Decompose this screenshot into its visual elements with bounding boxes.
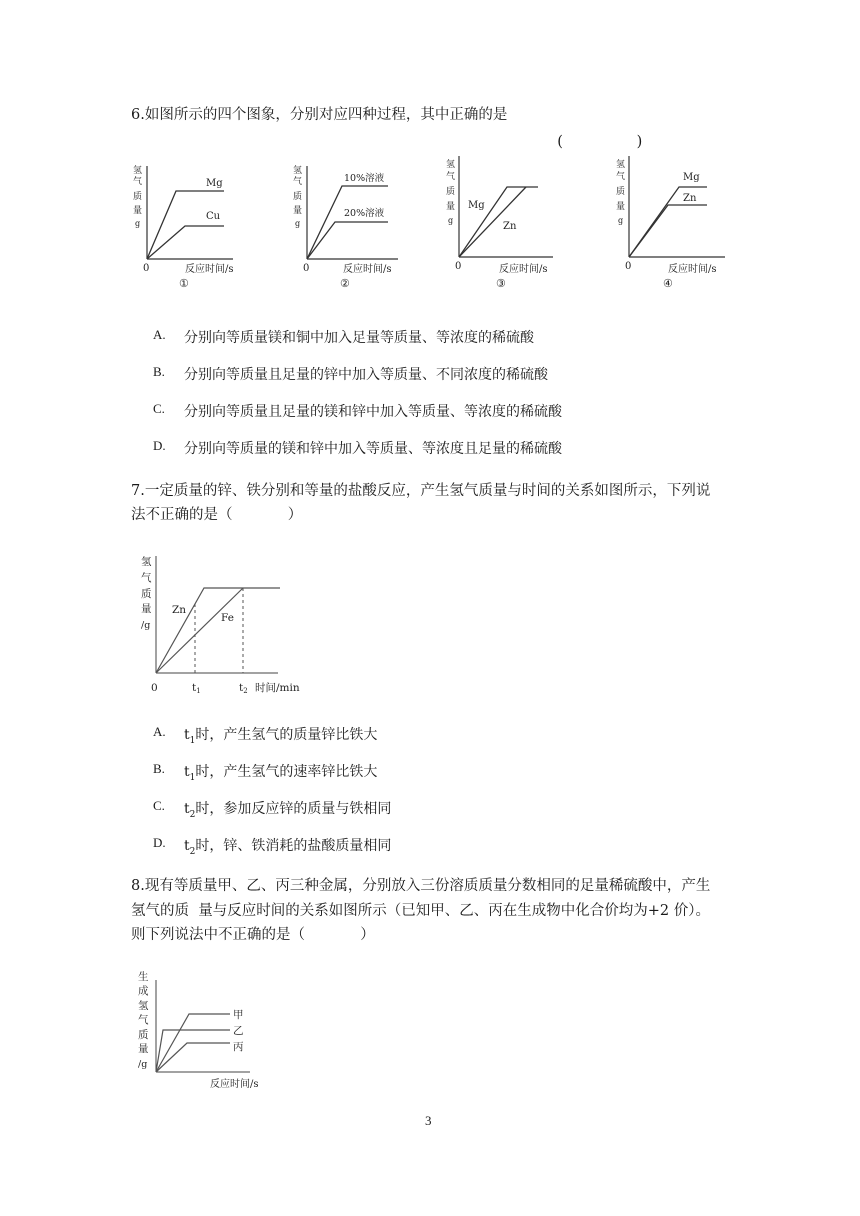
- q7-option-a[interactable]: [153, 724, 573, 746]
- q7-option-d-letter: D.: [153, 835, 166, 850]
- q7-zn-line: [156, 588, 280, 673]
- q7-ylabel-4: /g: [141, 620, 151, 631]
- q6-g2-ylabel-4: g: [295, 219, 301, 228]
- q8-jia-label: 甲: [233, 1009, 244, 1021]
- q8-yi-line: [156, 1030, 230, 1072]
- q6-g4-origin: 0: [625, 261, 632, 272]
- q6-option-a-letter: A.: [153, 327, 166, 342]
- q6-option-b[interactable]: [153, 364, 673, 386]
- q7-option-a-letter: A.: [153, 724, 166, 739]
- q8-ylabel-4: 质: [138, 1029, 149, 1041]
- q6-option-b-letter: B.: [153, 364, 165, 379]
- q6-g4-ylabel-4: g: [618, 216, 624, 225]
- q8-ylabel-0: 生: [138, 971, 149, 983]
- q8-ylabel-2: 氢: [138, 1000, 149, 1012]
- q7-graph: [130, 548, 330, 698]
- q6-g3-ylabel-3: 量: [446, 202, 456, 212]
- q8-xlabel: 反应时间/s: [210, 1079, 259, 1090]
- q6-g1-mg-label: Mg: [206, 178, 223, 189]
- q6-g4-ylabel-3: 量: [616, 202, 626, 212]
- q6-g4-ylabel-2: 质: [616, 187, 626, 197]
- q6-g1-ylabel-3: 量: [133, 206, 143, 216]
- q6-g3-ylabel-4: g: [448, 216, 454, 225]
- q7-t1-label: t1: [192, 682, 201, 695]
- q6-option-d-letter: D.: [153, 438, 166, 453]
- q8-bing-line: [156, 1043, 230, 1072]
- q6-g3-mg-label: Mg: [468, 200, 485, 211]
- q7-fe-line: [156, 588, 243, 673]
- q6-g2-20pct-label: 20%溶液: [344, 208, 385, 219]
- q8-graph: [130, 966, 280, 1092]
- q7-xlabel: 时间/min: [255, 682, 300, 694]
- q6-g1-ylabel-0: 氢: [133, 166, 143, 176]
- q8-stem-line2: 氢气的质 量与反应时间的关系如图所示（已知甲、乙、丙在生成物中化合价均为+2 价）。: [131, 903, 710, 919]
- q7-option-d[interactable]: [153, 835, 573, 857]
- q6-g1-ylabel-1: 气: [133, 177, 143, 187]
- q6-stem-text: 6.如图所示的四个图象，分别对应四种过程，其中正确的是: [131, 107, 508, 123]
- q6-g3-ylabel-0: 氢: [446, 160, 456, 170]
- q7-ylabel-2: 质: [141, 588, 152, 600]
- q6-paren-text: ( ): [557, 134, 643, 150]
- q6-g4-mg-label: Mg: [683, 172, 700, 183]
- q8-stem-line1: 8.现有等质量甲、乙、丙三种金属，分别放入三份溶质质量分数相同的足量稀硫酸中，产生: [131, 878, 711, 894]
- q6-g2-10pct-label: 10%溶液: [344, 173, 385, 184]
- q7-option-a-text: $t_1$时，产生氢气的质量锌比铁大: [184, 727, 378, 746]
- q6-answer-paren: [548, 102, 642, 156]
- q6-g4-zn-label: Zn: [683, 193, 697, 204]
- q6-g2-ylabel-3: 量: [293, 206, 303, 216]
- q6-g4-xlabel: 反应时间/s: [668, 264, 717, 275]
- q6-g2-number: ②: [340, 277, 350, 290]
- q6-g3-origin: 0: [455, 261, 462, 272]
- q6-graph-1: [128, 158, 238, 290]
- q8-ylabel-1: 成: [138, 985, 149, 997]
- q8-stem-line3: 则下列说法中不正确的是（ ）: [131, 927, 375, 943]
- q7-t2-label: t2: [239, 682, 248, 695]
- q7-stem-line2: 法不正确的是（ ）: [131, 507, 303, 523]
- q7-ylabel-0: 氢: [141, 556, 152, 568]
- q6-g2-origin: 0: [303, 263, 310, 274]
- q6-g4-number: ④: [663, 277, 673, 288]
- q6-g2-xlabel: 反应时间/s: [343, 264, 392, 275]
- q6-g1-number: ①: [179, 277, 189, 290]
- q8-ylabel-6: /g: [138, 1059, 148, 1070]
- q6-g4-ylabel-1: 气: [616, 172, 626, 182]
- q8-ylabel-3: 气: [138, 1014, 149, 1026]
- page-number: 3: [425, 1113, 432, 1128]
- q6-g3-ylabel-2: 质: [446, 187, 456, 197]
- q6-option-c-letter: C.: [153, 401, 165, 416]
- q6-g3-ylabel-1: 气: [446, 172, 456, 182]
- q6-graph-3: [441, 150, 561, 288]
- q8-bing-label: 丙: [233, 1041, 244, 1053]
- q7-ylabel-1: 气: [141, 572, 152, 584]
- q7-option-c-letter: C.: [153, 798, 165, 813]
- q6-g2-ylabel-1: 气: [293, 177, 303, 187]
- q8-yi-label: 乙: [233, 1025, 244, 1037]
- q6-g1-ylabel-2: 质: [133, 192, 143, 202]
- q6-g1-xlabel: 反应时间/s: [185, 264, 234, 275]
- q6-option-c[interactable]: [153, 401, 673, 423]
- q6-stem: [131, 102, 507, 129]
- q6-g2-20pct-line: [307, 222, 388, 259]
- q7-origin: 0: [151, 682, 158, 694]
- q6-option-a[interactable]: [153, 327, 673, 349]
- q8-ylabel-5: 量: [138, 1043, 149, 1055]
- q7-option-c[interactable]: [153, 798, 573, 820]
- q7-option-b-text: $t_1$时，产生氢气的速率锌比铁大: [184, 764, 378, 783]
- q7-zn-label: Zn: [172, 604, 187, 616]
- q7-option-b[interactable]: [153, 761, 573, 783]
- q6-option-d[interactable]: [153, 438, 673, 460]
- q7-option-b-letter: B.: [153, 761, 165, 776]
- q6-option-a-text: 分别向等质量镁和铜中加入足量等质量、等浓度的稀硫酸: [184, 330, 534, 346]
- q6-graph-4: [611, 150, 733, 288]
- q6-g1-origin: 0: [143, 263, 150, 274]
- q6-g2-ylabel-2: 质: [293, 192, 303, 202]
- q6-g3-mg-line: [459, 187, 538, 257]
- q7-fe-label: Fe: [221, 612, 234, 624]
- q6-graph-2: [288, 158, 404, 290]
- q6-g1-ylabel-4: g: [135, 219, 141, 228]
- q7-option-d-text: $t_2$时，锌、铁消耗的盐酸质量相同: [184, 838, 392, 857]
- q6-option-b-text: 分别向等质量且足量的锌中加入等质量、不同浓度的稀硫酸: [184, 367, 548, 383]
- q6-g4-ylabel-0: 氢: [616, 160, 626, 170]
- q6-g2-ylabel-0: 氢: [293, 166, 303, 176]
- q6-g3-number: ③: [496, 277, 506, 288]
- q7-stem-line1: 7.一定质量的锌、铁分别和等量的盐酸反应，产生氢气质量与时间的关系如图所示，下列说: [131, 483, 711, 499]
- q6-g3-zn-label: Zn: [503, 221, 517, 232]
- q7-ylabel-3: 量: [141, 603, 152, 615]
- q7-option-c-text: $t_2$时，参加反应锌的质量与铁相同: [184, 801, 392, 820]
- q6-g3-xlabel: 反应时间/s: [499, 264, 548, 275]
- q6-option-d-text: 分别向等质量的镁和锌中加入等质量、等浓度且足量的稀硫酸: [184, 441, 562, 457]
- q6-option-c-text: 分别向等质量且足量的镁和锌中加入等质量、等浓度的稀硫酸: [184, 404, 562, 420]
- q6-g1-cu-label: Cu: [206, 211, 221, 222]
- q6-g4-mg-line: [629, 205, 707, 257]
